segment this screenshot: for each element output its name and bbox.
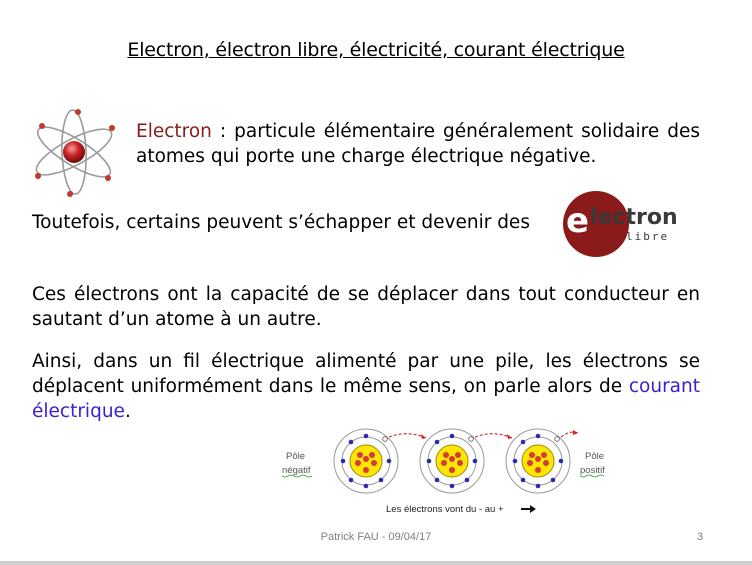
left-pole-label-2: négatif <box>282 465 311 476</box>
current-text: Ainsi, dans un fil électrique alimenté par une pile, les électrons se déplacent uniformément dans le même sens, on parle alors de <box>32 351 700 397</box>
electron-term: Electron <box>136 121 212 142</box>
conductor-paragraph: Ces électrons ont la capacité de se déplacer dans tout conducteur en sautant d’un atome à un autre. <box>32 284 700 330</box>
slide-title: Electron, électron libre, électricité, courant électrique <box>127 39 625 61</box>
slide-bottom-edge <box>0 561 752 565</box>
footer-author: Patrick FAU - 09/04/17 <box>320 531 432 543</box>
current-paragraph <box>32 349 700 424</box>
atom-3 <box>506 429 570 493</box>
left-pole-label-1: Pôle <box>286 451 306 462</box>
electron-flow-diagram <box>280 428 620 520</box>
atom-2 <box>420 429 484 493</box>
electron-definition <box>136 119 700 169</box>
logo-initial: e <box>566 201 590 241</box>
electron-libre-logo <box>562 190 678 258</box>
current-term: courant électrique <box>32 376 700 422</box>
current-end: . <box>124 401 131 422</box>
logo-main-text: lectron <box>590 205 678 230</box>
atom-illustration <box>28 106 124 198</box>
atom-1 <box>334 429 398 493</box>
right-pole-label-1: Pôle <box>585 451 605 462</box>
logo-sub-text: libre <box>626 230 670 243</box>
electron-definition-text: : particule élémentaire généralement solidaire des atomes qui porte une charge électrique négative. <box>136 121 700 167</box>
escape-sentence: Toutefois, certains peuvent s’échapper et devenir des <box>32 212 530 233</box>
right-pole-label-2: positif <box>580 465 605 476</box>
page-number: 3 <box>697 531 704 543</box>
diagram-caption: Les électrons vont du - au + <box>386 504 504 515</box>
hop-arrows <box>389 432 578 438</box>
